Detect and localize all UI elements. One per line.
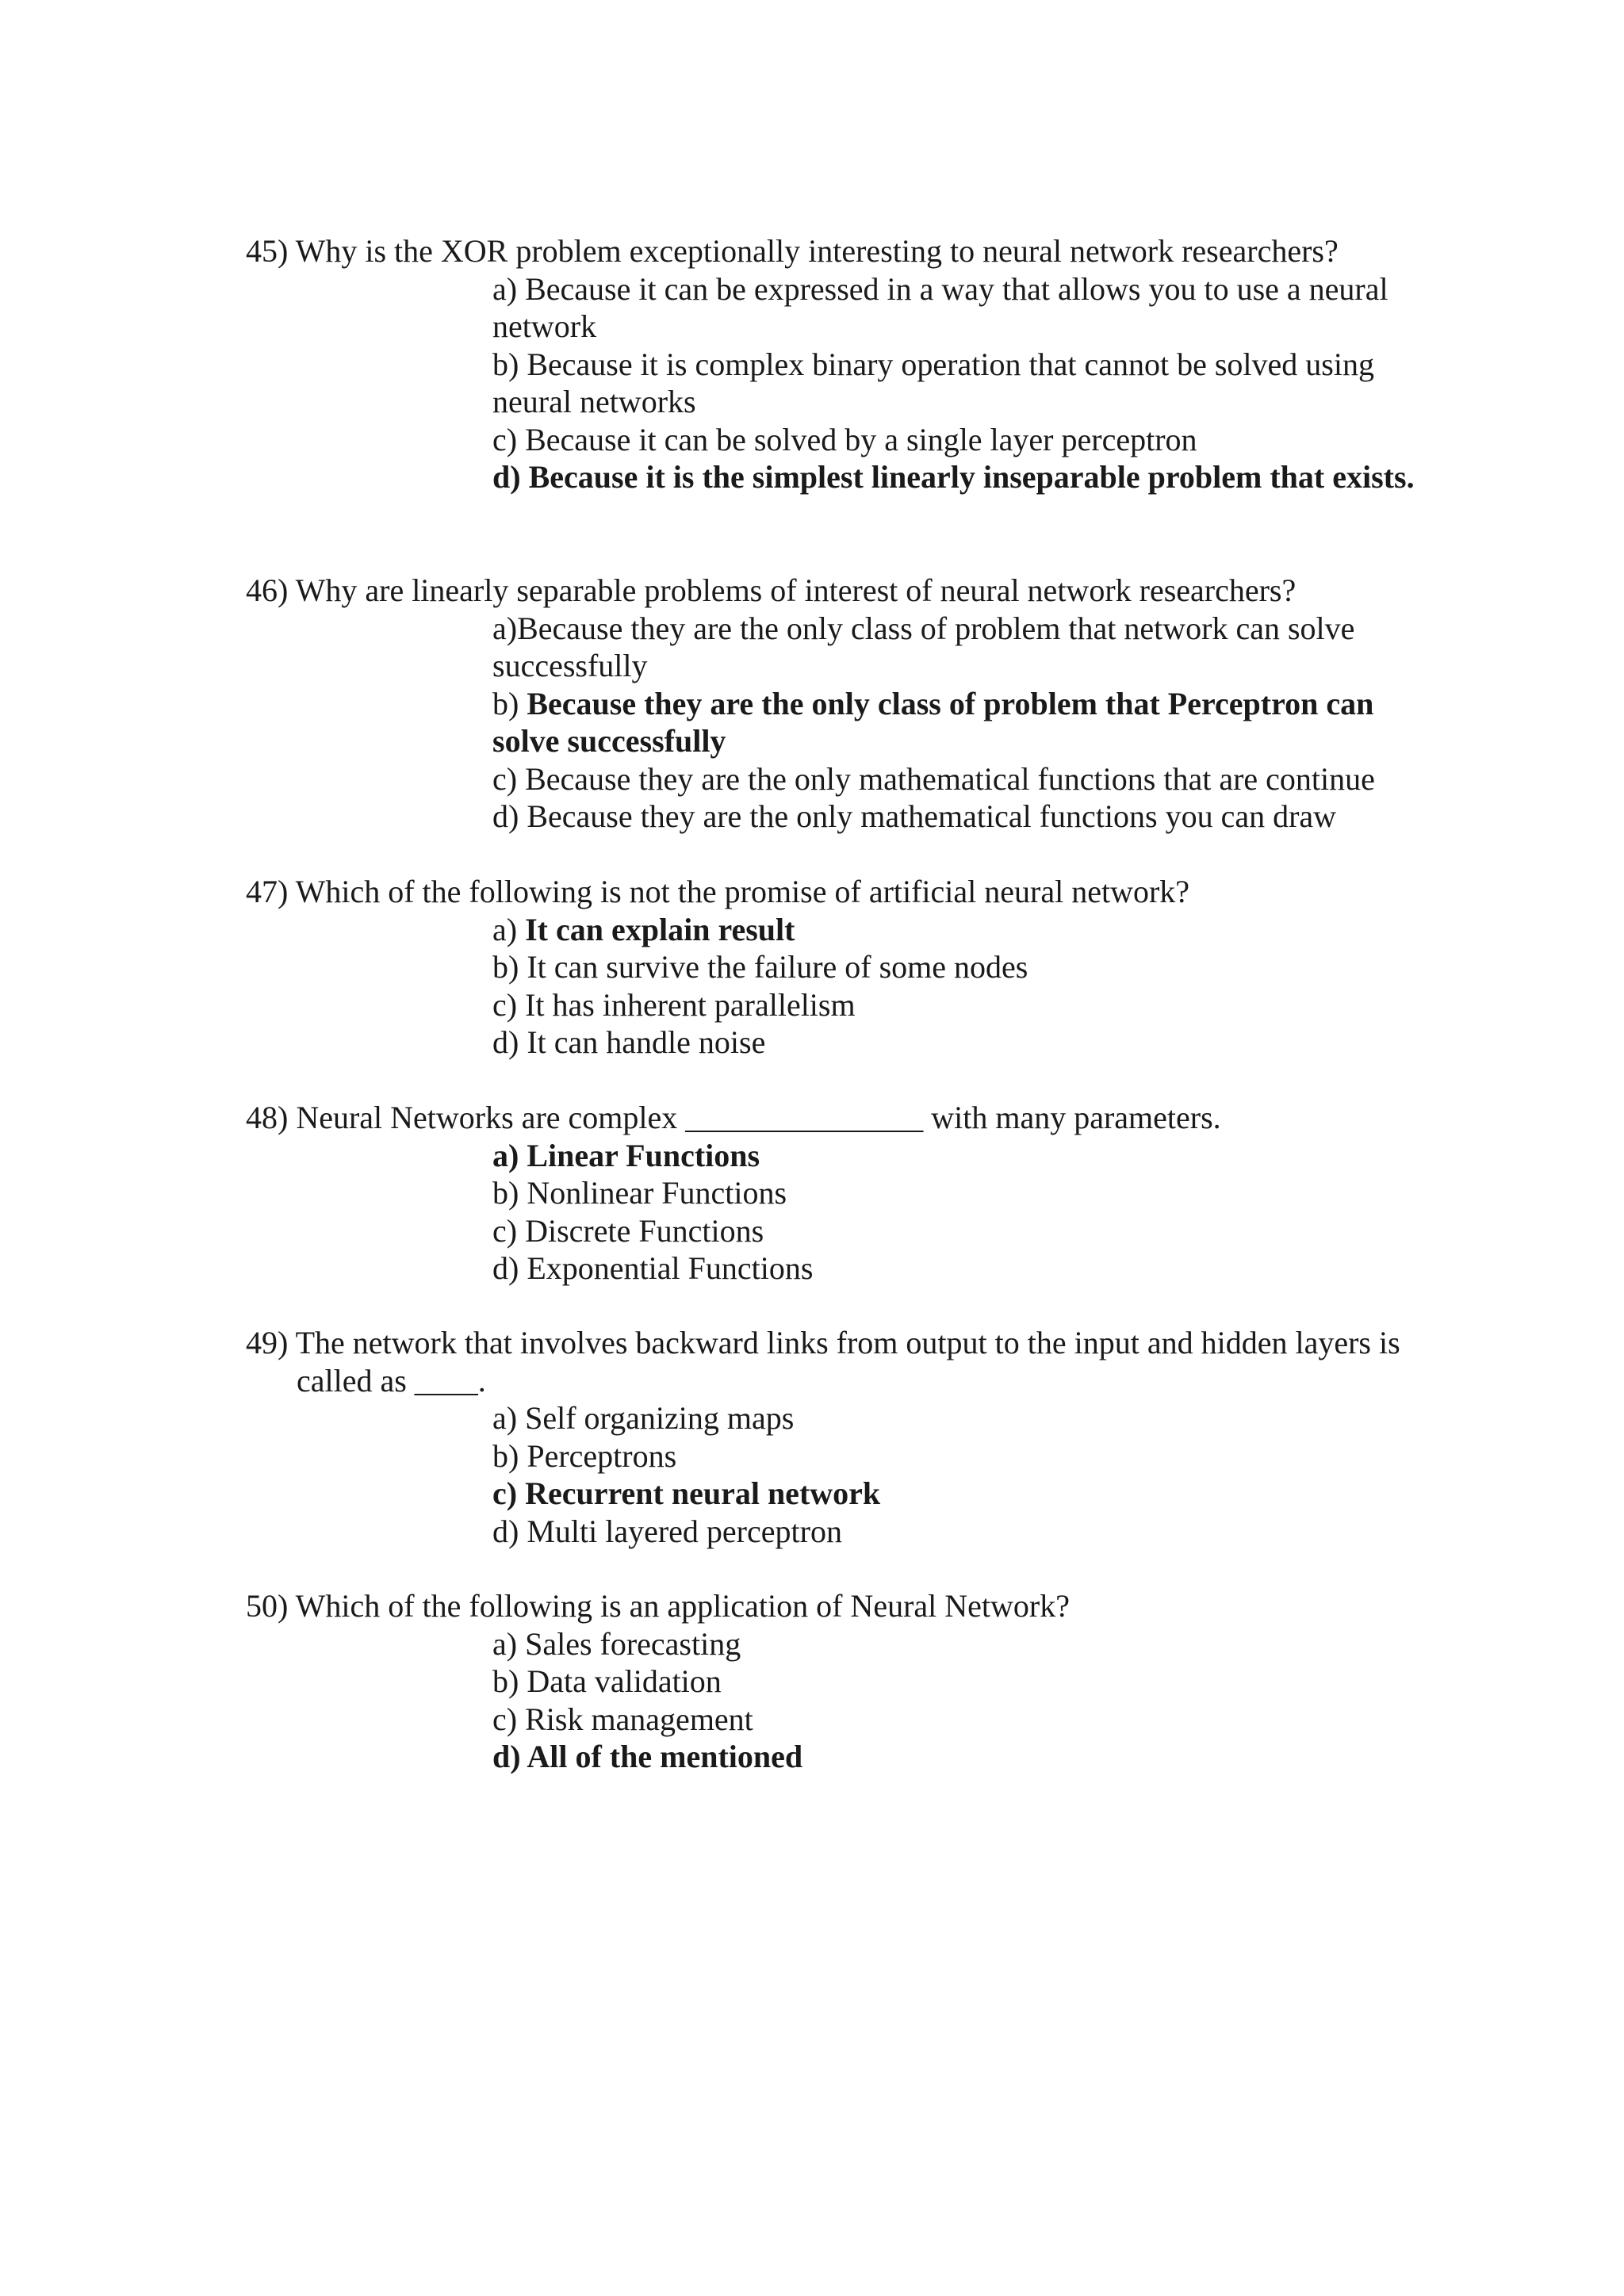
option-b — [492, 1174, 1416, 1212]
question-text — [246, 572, 1419, 610]
option-d-correct-answer — [492, 458, 1416, 496]
options-list — [492, 911, 1416, 1062]
question-stem: Why are linearly separable problems of interest of neural network researchers? — [295, 572, 1297, 608]
question-47 — [246, 873, 1419, 1062]
question-50 — [246, 1587, 1419, 1776]
option-label: d) — [492, 1739, 521, 1774]
option-text: Because it is complex binary operation that cannot be solved using neural networks — [492, 346, 1382, 419]
option-d-correct-answer — [492, 1738, 1416, 1776]
option-text: Recurrent neural network — [525, 1475, 881, 1511]
option-text: Because they are the only class of problem that network can solve successfully — [492, 610, 1363, 683]
options-list — [492, 1625, 1416, 1776]
option-a-correct-answer — [492, 1137, 1416, 1175]
option-label: d) — [492, 1513, 519, 1549]
option-text: Multi layered perceptron — [527, 1513, 842, 1549]
option-d — [492, 798, 1416, 836]
option-a — [492, 270, 1416, 346]
option-b-correct-answer — [492, 685, 1416, 760]
option-label: b) — [492, 685, 519, 721]
option-text: Exponential Functions — [527, 1250, 814, 1286]
question-stem: Why is the XOR problem exceptionally interesting to neural network researchers? — [295, 233, 1339, 269]
option-b — [492, 1663, 1416, 1701]
option-text: Because it is the simplest linearly inseparable problem that exists. — [528, 459, 1415, 495]
option-c — [492, 1212, 1416, 1250]
option-text: Perceptrons — [527, 1437, 677, 1474]
question-number: 50) — [246, 1588, 289, 1624]
option-label: d) — [492, 1024, 519, 1060]
question-text — [246, 1324, 1419, 1399]
option-text: Because it can be solved by a single layer perceptron — [525, 421, 1197, 457]
option-label: a) — [492, 1400, 518, 1436]
option-label: c) — [492, 986, 518, 1023]
option-c — [492, 1701, 1416, 1739]
option-c — [492, 421, 1416, 459]
option-text: It can survive the failure of some nodes — [527, 949, 1028, 985]
option-label: c) — [492, 1212, 518, 1249]
question-text — [246, 873, 1419, 911]
question-text — [246, 1587, 1419, 1625]
option-label: c) — [492, 1475, 518, 1511]
question-number: 47) — [246, 874, 289, 909]
option-label: a) — [492, 911, 518, 947]
option-c-correct-answer — [492, 1475, 1416, 1513]
option-a — [492, 610, 1416, 685]
question-stem: Which of the following is not the promise of artificial neural network? — [295, 874, 1190, 909]
option-text: Because they are the only mathematical functions you can draw — [527, 798, 1337, 834]
option-label: d) — [492, 459, 521, 495]
option-d — [492, 1024, 1416, 1062]
option-label: d) — [492, 1250, 519, 1286]
option-label: b) — [492, 949, 519, 985]
option-text: Because it can be expressed in a way that allows you to use a neural network — [492, 270, 1396, 344]
options-list — [492, 1137, 1416, 1288]
option-label: b) — [492, 1663, 519, 1699]
option-text: It has inherent parallelism — [525, 986, 856, 1023]
question-stem: Neural Networks are complex _______________ with many parameters. — [296, 1100, 1221, 1135]
option-label: b) — [492, 346, 519, 382]
option-label: c) — [492, 760, 518, 797]
option-a-correct-answer — [492, 911, 1416, 949]
option-d — [492, 1513, 1416, 1551]
option-label: c) — [492, 1701, 518, 1737]
question-text — [246, 232, 1419, 270]
option-text: All of the mentioned — [527, 1739, 803, 1774]
option-b — [492, 346, 1416, 421]
option-label: a) — [492, 270, 518, 307]
question-46 — [246, 572, 1419, 836]
option-a — [492, 1399, 1416, 1437]
option-c — [492, 986, 1416, 1024]
option-label: a) — [492, 1625, 518, 1662]
option-label: b) — [492, 1437, 519, 1474]
option-text: Because they are the only mathematical functions that are continue — [525, 760, 1375, 797]
option-label: a) — [492, 610, 518, 646]
question-stem: The network that involves backward links from output to the input and hidden layers is called as ____. — [295, 1325, 1408, 1399]
question-stem: Which of the following is an application of Neural Network? — [295, 1588, 1070, 1624]
question-49 — [246, 1324, 1419, 1550]
option-text: Because they are the only class of problem that Perceptron can solve successfully — [492, 685, 1382, 759]
option-text: It can explain result — [525, 911, 795, 947]
option-text: Linear Functions — [527, 1137, 760, 1173]
option-text: It can handle noise — [527, 1024, 766, 1060]
option-c — [492, 760, 1416, 798]
option-text: Sales forecasting — [525, 1625, 741, 1662]
question-number: 48) — [246, 1100, 289, 1135]
option-b — [492, 1437, 1416, 1475]
options-list — [492, 610, 1416, 836]
option-text: Nonlinear Functions — [527, 1175, 787, 1211]
option-b — [492, 948, 1416, 986]
option-a — [492, 1625, 1416, 1663]
question-48 — [246, 1099, 1419, 1288]
option-label: a) — [492, 1137, 519, 1173]
options-list — [492, 270, 1416, 496]
option-label: d) — [492, 798, 519, 834]
option-text: Data validation — [527, 1663, 722, 1699]
question-number: 46) — [246, 572, 289, 608]
question-number: 45) — [246, 233, 289, 269]
option-label: c) — [492, 421, 518, 457]
option-text: Self organizing maps — [525, 1400, 795, 1436]
option-label: b) — [492, 1175, 519, 1211]
options-list — [492, 1399, 1416, 1550]
question-number: 49) — [246, 1325, 289, 1360]
option-text: Discrete Functions — [525, 1212, 764, 1249]
question-text — [246, 1099, 1419, 1137]
option-text: Risk management — [525, 1701, 753, 1737]
question-45 — [246, 232, 1419, 496]
option-d — [492, 1249, 1416, 1288]
